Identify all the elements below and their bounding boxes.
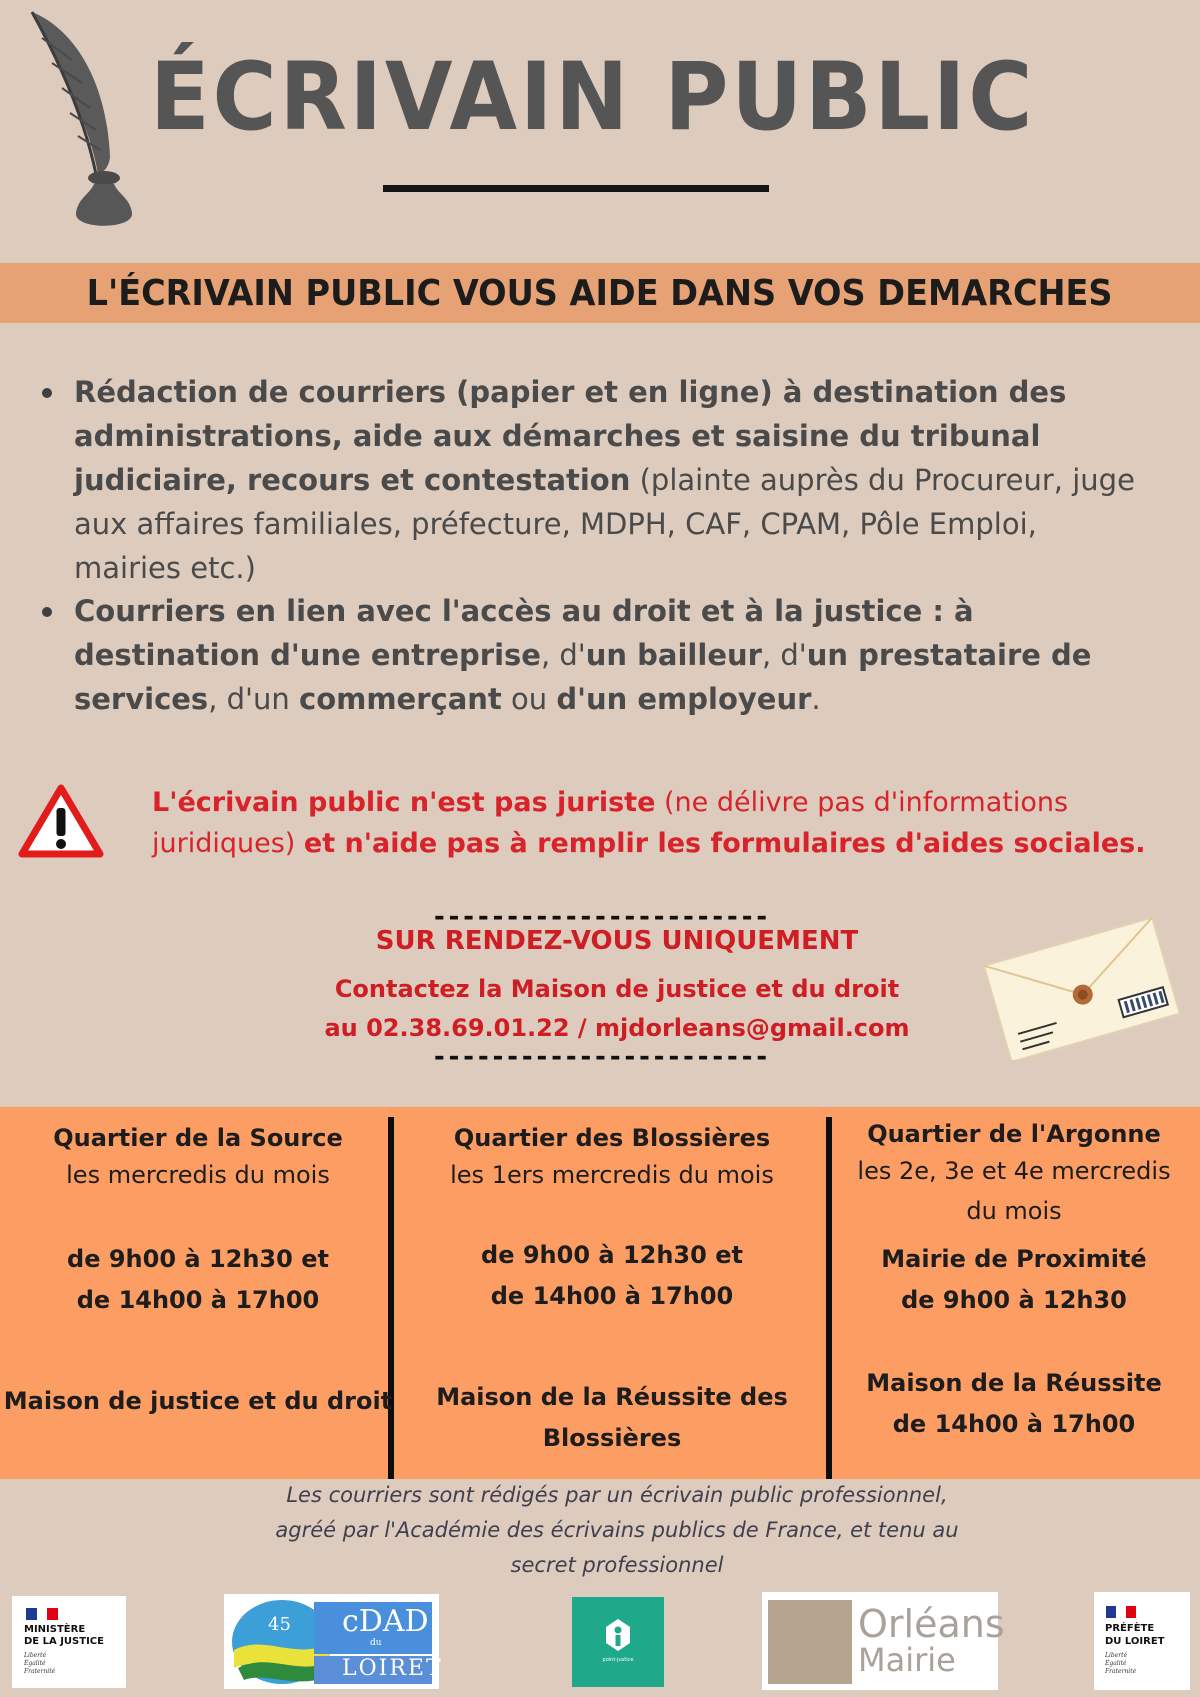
column-title: Quartier de la Source [53,1124,343,1152]
envelope-icon [975,910,1185,1060]
logo-text: DU LOIRET [1105,1636,1165,1647]
column-days: les mercredis du mois [66,1161,330,1189]
footnote-line: Les courriers sont rédigés par un écrivain public professionnel, [286,1483,948,1507]
logo-text: MINISTÈRE [24,1624,86,1635]
logo-text: cDAD [342,1604,429,1639]
schedule-column-source [0,1121,396,1422]
appointment-notice: SUR RENDEZ-VOUS UNIQUEMENT [375,926,859,956]
column-hours: de 14h00 à 17h00 [490,1282,734,1310]
footnote-line: agréé par l'Académie des écrivains publics de France, et tenu au [275,1518,959,1542]
bullet-2-part8: ou [501,682,557,716]
list-item [74,589,1149,721]
column-hours: de 14h00 à 17h00 [892,1410,1136,1438]
logo-text: LOIRET [342,1656,443,1681]
warning-normal: (ne délivre pas d'informations juridiques) [152,787,1069,859]
logo-text: DE LA JUSTICE [24,1636,104,1647]
french-flag-icon [1106,1606,1136,1618]
column-place: Maison de justice et du droit [3,1387,393,1415]
footnote-line: secret professionnel [510,1553,724,1577]
bullet-2-part1: Courriers en lien avec l'accès au droit et à la justice : à destination d'une entreprise [74,594,974,672]
bullet-2-part3: un bailleur [585,638,762,672]
bullet-2-part9: d'un employeur [556,682,812,716]
contact-line-2: au 02.38.69.01.22 / mjdorleans@gmail.com [324,1014,910,1042]
bullet-2-part6: , d'un [208,682,299,716]
column-hours: de 9h00 à 12h30 et [67,1245,329,1273]
column-divider [826,1117,832,1479]
column-days: du mois [966,1197,1062,1225]
bullet-1-bold: Rédaction de courriers (papier et en ligne) à destination des administrations, aide aux démarches et saisine du tribunal judiciaire, recours et contestation [74,375,1067,497]
quill-icon [12,8,132,238]
warning-bold-2: et n'aide pas à remplir les formulaires d'aides sociales. [303,828,1146,859]
column-place: Blossières [542,1424,682,1452]
column-days: les 1ers mercredis du mois [450,1161,774,1189]
column-hours: de 9h00 à 12h30 [901,1286,1127,1314]
logo-text: Mairie [858,1641,956,1679]
schedule-column-blossieres [412,1121,812,1459]
orleans-mairie-logo [762,1592,1005,1690]
bullet-dot [42,388,52,398]
dashed-separator-top: ----------------------- [431,902,769,932]
point-justice-icon [572,1597,664,1687]
logo-motto: Égalité [1105,1660,1127,1667]
column-hours: de 14h00 à 17h00 [76,1286,320,1314]
column-place: Maison de la Réussite des [436,1383,788,1411]
schedule-panel [0,1107,1200,1479]
bullet-2-part5: un prestataire de services [74,638,1092,716]
logo-text: PRÉFÈTE [1105,1623,1155,1634]
bullet-2-part10: . [811,682,821,716]
ministere-justice-logo [12,1596,126,1688]
bullet-1-text: (plainte auprès du Procureur, juge aux affaires familiales, préfecture, MDPH, CAF, CPAM, Pôle Emploi, mairies etc.) [74,463,1135,585]
logo-text: Orléans [858,1602,1005,1646]
column-days: les 2e, 3e et 4e mercredis [857,1157,1171,1185]
french-flag-icon [26,1608,58,1620]
bullet-2-part2: , d' [540,638,586,672]
logo-motto: Fraternité [24,1668,56,1675]
warning-text [152,782,1152,864]
column-title: Quartier des Blossières [453,1124,771,1152]
list-item [74,370,1149,590]
banner-text: L'ÉCRIVAIN PUBLIC VOUS AIDE DANS VOS DEMARCHES [87,272,1113,314]
point-justice-logo [572,1597,664,1687]
title-underline [383,185,769,192]
bullet-2-part4: , d' [761,638,807,672]
cdad-loiret-logo [224,1594,443,1689]
column-place: Maison de la Réussite [866,1369,1162,1397]
column-title: Quartier de l'Argonne [867,1120,1161,1148]
logo-motto: Liberté [1105,1652,1128,1659]
schedule-column-argonne [836,1117,1192,1445]
logo-text: 45 [268,1614,291,1635]
subtitle-banner [0,263,1200,323]
contact-line-1: Contactez la Maison de justice et du droit [334,975,900,1003]
bullet-dot [42,607,52,617]
column-place: Mairie de Proximité [881,1245,1147,1273]
bullet-2-part7: commerçant [299,682,502,716]
warning-bold-1: L'écrivain public n'est pas juriste [152,787,656,818]
logo-text: du [370,1638,382,1648]
logo-text: point-justice [602,1657,634,1663]
warning-icon [18,784,104,858]
footnote [0,1478,1200,1583]
dashed-separator-bottom: ----------------------- [431,1042,769,1072]
prefete-loiret-logo [1094,1592,1190,1690]
logo-motto: Liberté [24,1652,47,1659]
logo-motto: Égalité [24,1660,46,1667]
column-hours: de 9h00 à 12h30 et [481,1241,743,1269]
orleans-emblem-icon [768,1600,852,1684]
logo-motto: Fraternité [1105,1668,1137,1675]
page-title: ÉCRIVAIN PUBLIC [150,43,1036,152]
